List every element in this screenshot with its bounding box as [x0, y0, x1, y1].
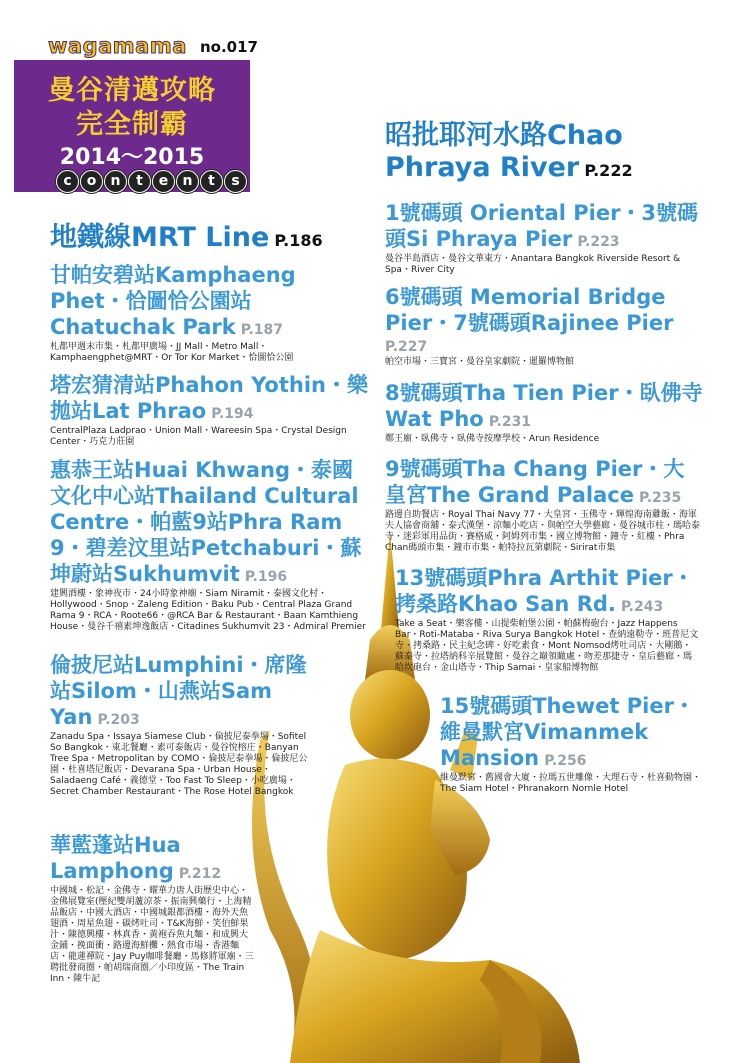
book-title: 曼谷清邁攻略	[48, 75, 216, 106]
river-page: P.222	[584, 161, 633, 180]
station-desc: 札都甲週末市集・札都甲廣場・JJ Mall・Metro Mall・Kamphaengphet@MRT・Or Tor Kor Market・恰圖恰公園	[50, 342, 294, 363]
pier-entry[interactable]	[385, 284, 705, 368]
station-entry[interactable]	[50, 372, 370, 448]
station-page: P.194	[211, 406, 254, 422]
station-entry[interactable]	[50, 457, 368, 633]
pier-page: P.243	[620, 599, 664, 615]
contents-letter: n	[176, 170, 199, 193]
wagamama-logo: wagamama	[48, 34, 187, 58]
station-desc: 中國城・松記・金佛寺・耀華力唐人街歷史中心・金佛展覽室(壓紀雙胡蘆涼茶・振南興藥行・上海精品飯店・中國大酒店・中國城銀都酒樓・海外天魚翅酒・周星魚翅・碳烤吐司・T&K海鮮・笑伯鮮果汁・陳德興樓・林真香・黃袍吞魚丸麵・和成興大金鋪・挽面衝・路邊海鮮攤・熱食市場・香港麵店・龍蓮禪院・Jay Puy咖啡餐廳・馬修將軍廟・三聘批發商圈・帕胡瑞商圈／小印度區・The Train Inn・陳牛記	[50, 886, 254, 984]
pier-desc: Take a Seat・樂客樓・山提柴帕堡公園・帕蘇梅砲台・Jazz Happens Bar・Roti-Mataba・Riva Surya Bangkok Hotel・查納遠勒寺・班普尼文寺・拷桑路・民主紀念碑・好吃素食・Mont Nomsod烤吐司店・大剛鵝・蘇泰寺・拉塔納科辛展覽館・曼谷之巔領瞰處・吻差那捷寺・皇后藝廊・瑪哈坎砲台・金山塔寺・Thip Samai・皇家船博物館	[395, 619, 699, 673]
contents-letter: n	[104, 170, 127, 193]
station-title[interactable]: 倫披尼站Lumphini・席隆站Silom・山燕站Sam Yan	[50, 653, 307, 729]
pier-title[interactable]: 9號碼頭Tha Chang Pier・大皇宮The Grand Palace	[385, 457, 685, 507]
contents-letter: t	[128, 170, 151, 193]
station-title[interactable]: 惠恭王站Huai Khwang・泰國文化中心站Thailand Cultural Centre・帕藍9站Phra Ram 9・碧差汶里站Petchaburi・蘇坤蔚站Sukhumvit	[50, 458, 362, 586]
mrt-page: P.186	[274, 231, 323, 250]
pier-page: P.235	[639, 490, 682, 506]
mrt-section	[50, 222, 380, 254]
pier-desc: 帕空市場・三寶宮・曼谷皇家劇院・暹羅博物館	[385, 357, 575, 367]
pier-entry[interactable]	[385, 456, 705, 554]
pier-entry[interactable]	[385, 200, 705, 276]
contents-letter: e	[152, 170, 175, 193]
station-page: P.187	[240, 322, 284, 338]
station-page: P.196	[244, 569, 288, 585]
contents-label	[56, 170, 247, 194]
pier-entry[interactable]	[440, 693, 702, 795]
pier-title[interactable]: 1號碼頭 Oriental Pier・3號碼頭Si Phraya Pier	[385, 201, 699, 251]
book-subtitle: 完全制霸	[76, 109, 188, 140]
pier-page: P.227	[385, 339, 428, 355]
contents-letter: o	[80, 170, 103, 193]
issue-number: no.017	[200, 38, 258, 56]
pier-title[interactable]: 13號碼頭Phra Arthit Pier・拷桑路Khao San Rd.	[395, 566, 694, 616]
contents-letter: s	[224, 170, 247, 193]
station-desc: CentralPlaza Ladprao・Union Mall・Wareesin Spa・Crystal Design Center・巧克力莊園	[50, 426, 347, 447]
pier-desc: 鄭王廟・臥佛寺・臥佛寺按摩學校・Arun Residence	[385, 434, 600, 444]
pier-title[interactable]: 15號碼頭Thewet Pier・維曼默宮Vimanmek Mansion	[440, 694, 695, 770]
station-page: P.203	[97, 712, 140, 728]
pier-page: P.231	[488, 414, 532, 430]
station-desc: Zanadu Spa・Issaya Siamese Club・倫披尼泰拳場・Sofitel So Bangkok・東北餐廳・素可泰飯店・曼谷悅榕庄・Banyan Tree Spa・Metropolitan by COMO・倫披尼泰拳場・倫披尼公園・杜喜塔尼飯店・Devarana Spa・Urban House・Saladaeng Café・義德堂・Too Fast To Sleep・小吃廣場・Secret Chamber Restaurant・The Rose Hotel Bangkok	[50, 732, 308, 797]
station-entry[interactable]	[50, 652, 308, 798]
station-entry[interactable]	[50, 832, 255, 985]
pier-entry[interactable]	[395, 565, 700, 674]
pier-desc: 路邊自助餐店・Royal Thai Navy 77・大皇宮・玉佛寺・輝煌海南雞飯・海軍夫人協會商舖・泰式漢堡・涼麵小吃店・與帕空大學藝廊・曼谷城市柱・瑪哈泰寺・迷彩軍用品街・賽格威・阿姆列市集・國立博物館・鐘寺・紅樓・Phra Chan碼頭市集・鐘市市集・帕特拉瓦第劇院・Sirirat市集	[385, 510, 701, 553]
station-title[interactable]: 塔宏猜清站Phahon Yothin・樂拋站Lat Phrao	[50, 373, 368, 423]
pier-desc: 曼谷半島酒店・曼谷文華東方・Anantara Bangkok Riverside Resort & Spa・River City	[385, 254, 681, 275]
contents-letter: t	[200, 170, 223, 193]
station-entry[interactable]	[50, 262, 360, 364]
station-desc: 建興酒樓・象神夜市・24小時象神廟・Siam Niramit・泰國文化村・Hollywood・Snop・Zaleng Edition・Baku Pub・Central Plaza Grand Rama 9・RCA・Roote66・@RCA Bar & Restaurant・Baan Kamthieng House・曼谷千禧素坤逸飯店・Citadines Sukhumvit 23・Admiral Premier	[50, 589, 366, 632]
pier-title[interactable]: 6號碼頭 Memorial Bridge Pier・7號碼頭Rajinee Pier	[385, 285, 674, 335]
pier-title[interactable]: 8號碼頭Tha Tien Pier・臥佛寺Wat Pho	[385, 381, 703, 431]
station-page: P.212	[178, 866, 222, 882]
pier-page: P.223	[577, 234, 620, 250]
station-title[interactable]: 甘帕安碧站Kamphaeng Phet・恰圖恰公園站 Chatuchak Park	[50, 263, 296, 339]
book-years: 2014～2015	[59, 145, 205, 170]
pier-entry[interactable]	[385, 380, 705, 445]
pier-page: P.256	[544, 753, 587, 769]
contents-letter: c	[56, 170, 79, 193]
mrt-title[interactable]: 地鐵線MRT Line	[50, 222, 270, 253]
river-section	[385, 120, 715, 184]
station-title[interactable]: 華藍蓬站Hua Lamphong	[50, 833, 181, 883]
river-title[interactable]: 昭批耶河水路Chao Phraya River	[385, 120, 623, 183]
pier-desc: 維曼默宮・舊國會大廈・拉瑪五世雕像・大理石寺・杜喜動物園・The Siam Hotel・Phranakorn Nornle Hotel	[440, 773, 702, 794]
